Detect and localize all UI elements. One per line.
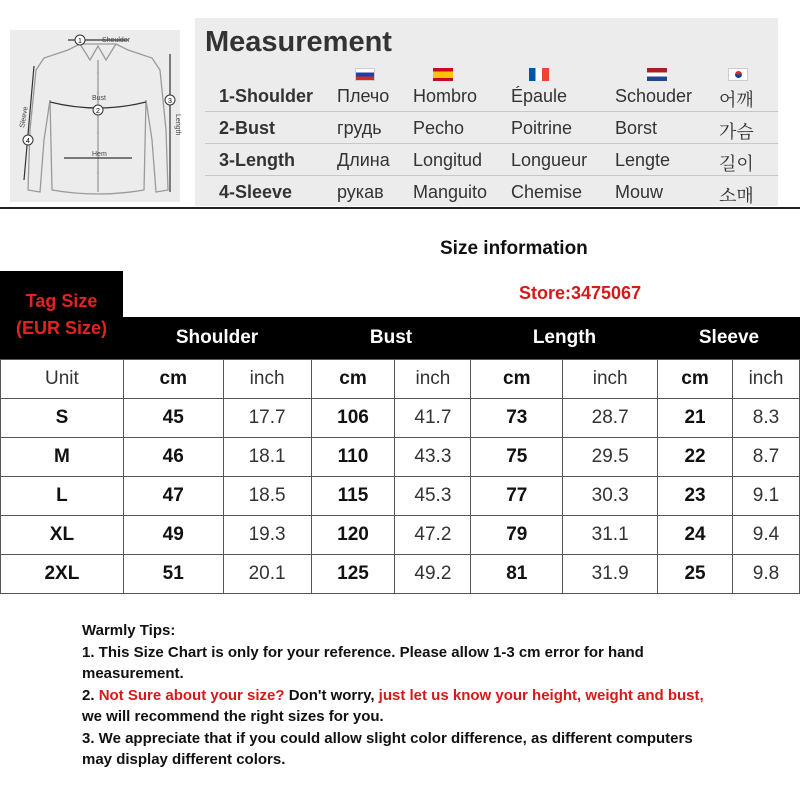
tip-2 xyxy=(82,685,722,728)
length-inch: 31.9 xyxy=(563,555,658,594)
length-cm: 79 xyxy=(471,516,563,555)
sleeve-diagram-label: Sleeve xyxy=(19,106,30,129)
tip-2-request: just let us know your height, weight and bust, xyxy=(378,686,704,704)
korean-term: 어깨 xyxy=(719,90,754,110)
korean-term: 길이 xyxy=(719,154,754,174)
measurement-label: 1-Shoulder xyxy=(219,86,314,106)
tips-heading: Warmly Tips: xyxy=(82,622,176,639)
bust-inch: 49.2 xyxy=(395,555,471,594)
tip-2-middle: Don't worry, xyxy=(284,686,379,704)
bust-diagram-label: Bust xyxy=(92,95,107,102)
bust-cm: 115 xyxy=(311,477,395,516)
bust-inch: 45.3 xyxy=(395,477,471,516)
measurement-label: 4-Sleeve xyxy=(219,182,293,202)
measurement-row-shoulder xyxy=(205,80,778,112)
length-inch: 30.3 xyxy=(563,477,658,516)
length-cm: 77 xyxy=(471,477,563,516)
tag-size-label: Tag Size xyxy=(25,291,98,311)
shoulder-cm: 49 xyxy=(123,516,223,555)
length-cm: 75 xyxy=(471,438,563,477)
dutch-term: Mouw xyxy=(615,182,664,202)
inch-header: inch xyxy=(732,360,799,399)
length-cm: 81 xyxy=(471,555,563,594)
shoulder-diagram-label: Shoulder xyxy=(102,37,131,44)
cm-header: cm xyxy=(311,360,395,399)
shoulder-inch: 17.7 xyxy=(223,399,311,438)
sleeve-inch: 8.3 xyxy=(732,399,799,438)
marker-1-number: 1 xyxy=(78,38,82,45)
size-label: M xyxy=(1,438,124,477)
spanish-term: Pecho xyxy=(413,118,465,138)
russian-term: Длина xyxy=(337,150,390,170)
unit-row xyxy=(1,360,800,399)
tip-2-end: we will recommend the right sizes for you. xyxy=(82,708,384,725)
length-group-header: Length xyxy=(532,327,597,348)
french-term: Longueur xyxy=(511,150,588,170)
eur-size-label: (EUR Size) xyxy=(15,318,107,338)
marker-2-number: 2 xyxy=(96,108,100,115)
length-diagram-label: Length xyxy=(174,114,181,136)
measurement-row-sleeve xyxy=(205,176,778,208)
inch-header: inch xyxy=(223,360,311,399)
size-label: L xyxy=(1,477,124,516)
measurement-label: 3-Length xyxy=(219,150,295,170)
shoulder-inch: 20.1 xyxy=(223,555,311,594)
spanish-term: Longitud xyxy=(413,150,483,170)
shoulder-cm: 46 xyxy=(123,438,223,477)
shoulder-cm: 45 xyxy=(123,399,223,438)
bust-cm: 106 xyxy=(311,399,395,438)
sleeve-cm: 21 xyxy=(658,399,733,438)
bust-cm: 125 xyxy=(311,555,395,594)
size-row-2xl xyxy=(1,555,800,594)
sleeve-inch: 8.7 xyxy=(732,438,799,477)
size-row-s xyxy=(1,399,800,438)
sleeve-cm: 22 xyxy=(658,438,733,477)
measurement-translation-table xyxy=(195,18,778,206)
shirt-outline-illustration xyxy=(10,30,180,202)
shoulder-inch: 18.5 xyxy=(223,477,311,516)
russian-term: Плечо xyxy=(337,86,390,106)
dutch-term: Lengte xyxy=(615,150,671,170)
cm-header: cm xyxy=(658,360,733,399)
inch-header: inch xyxy=(395,360,471,399)
inch-header: inch xyxy=(563,360,658,399)
tip-2-question: Not Sure about your size? xyxy=(98,686,285,704)
sleeve-cm: 23 xyxy=(658,477,733,516)
bust-cm: 120 xyxy=(311,516,395,555)
sleeve-cm: 25 xyxy=(658,555,733,594)
size-info-header xyxy=(0,226,800,272)
size-info-title: Size information xyxy=(440,238,588,259)
shoulder-inch: 19.3 xyxy=(223,516,311,555)
measurement-label: 2-Bust xyxy=(219,118,276,138)
russian-term: рукав xyxy=(337,182,384,202)
measurement-row-length xyxy=(205,144,778,176)
marker-3-number: 3 xyxy=(168,98,172,105)
size-label: XL xyxy=(1,516,124,555)
measurement-group-header xyxy=(123,317,800,359)
tip-1: 1. This Size Chart is only for your reference. Please allow 1-3 cm error for hand measurement. xyxy=(82,643,644,682)
french-term: Poitrine xyxy=(511,118,573,138)
french-term: Chemise xyxy=(511,182,583,202)
sleeve-cm: 24 xyxy=(658,516,733,555)
bust-inch: 47.2 xyxy=(395,516,471,555)
shoulder-cm: 51 xyxy=(123,555,223,594)
cm-header: cm xyxy=(123,360,223,399)
tip-3: 3. We appreciate that if you could allow slight color difference, as different computers may display different colors. xyxy=(82,729,693,768)
dutch-term: Borst xyxy=(615,118,658,138)
bust-cm: 110 xyxy=(311,438,395,477)
length-inch: 31.1 xyxy=(563,516,658,555)
length-cm: 73 xyxy=(471,399,563,438)
hem-diagram-label: Hem xyxy=(92,151,107,158)
sleeve-inch: 9.8 xyxy=(732,555,799,594)
sleeve-inch: 9.4 xyxy=(732,516,799,555)
bust-group-header: Bust xyxy=(369,327,413,348)
tag-size-cell xyxy=(0,271,123,359)
bust-inch: 41.7 xyxy=(395,399,471,438)
shirt-diagram xyxy=(10,30,180,202)
sleeve-inch: 9.1 xyxy=(732,477,799,516)
size-row-xl xyxy=(1,516,800,555)
shoulder-cm: 47 xyxy=(123,477,223,516)
cm-header: cm xyxy=(471,360,563,399)
dutch-term: Schouder xyxy=(615,86,693,106)
marker-4-number: 4 xyxy=(26,138,30,145)
korean-term: 가슴 xyxy=(719,122,754,142)
size-label: 2XL xyxy=(1,555,124,594)
tip-2-prefix: 2. xyxy=(82,686,99,704)
sleeve-group-header: Sleeve xyxy=(698,327,760,348)
shoulder-group-header: Shoulder xyxy=(175,327,259,348)
bust-inch: 43.3 xyxy=(395,438,471,477)
measurement-title: Measurement xyxy=(205,26,392,58)
spanish-term: Manguito xyxy=(413,182,488,202)
size-row-m xyxy=(1,438,800,477)
shoulder-inch: 18.1 xyxy=(223,438,311,477)
spanish-term: Hombro xyxy=(413,86,478,106)
size-table xyxy=(0,359,800,594)
korean-term: 소매 xyxy=(719,186,754,206)
store-number: Store:3475067 xyxy=(519,283,642,303)
section-divider xyxy=(0,207,800,209)
store-cell xyxy=(123,271,800,317)
warmly-tips xyxy=(82,620,722,771)
french-term: Épaule xyxy=(511,86,568,106)
length-inch: 29.5 xyxy=(563,438,658,477)
length-inch: 28.7 xyxy=(563,399,658,438)
unit-label: Unit xyxy=(1,360,124,399)
size-row-l xyxy=(1,477,800,516)
russian-term: грудь xyxy=(337,118,382,138)
size-label: S xyxy=(1,399,124,438)
measurement-panel xyxy=(0,0,800,206)
measurement-row-bust xyxy=(205,112,778,144)
